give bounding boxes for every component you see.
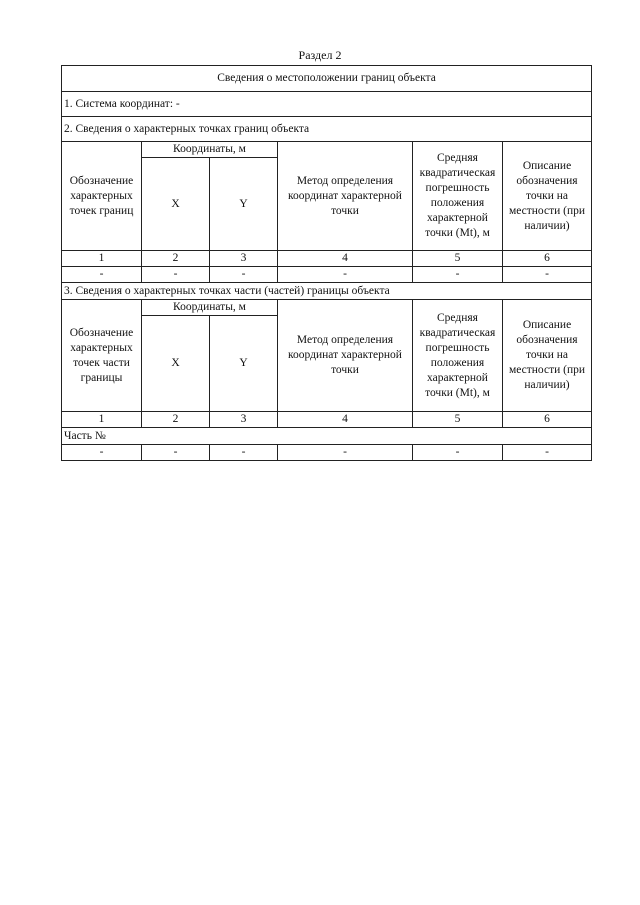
s1-cell: - <box>210 267 278 283</box>
s2-y-header: Y <box>210 316 278 412</box>
s2-col-number: 4 <box>278 412 413 428</box>
main-title: Сведения о местоположении границ объекта <box>62 66 592 92</box>
s2-col-number: 6 <box>503 412 592 428</box>
s1-error-header: Средняя квадратическая погрешность положения характерной точки (Mt), м <box>413 142 503 251</box>
s2-method-header: Метод определения координат характерной точки <box>278 300 413 412</box>
s2-error-header: Средняя квадратическая погрешность положения характерной точки (Mt), м <box>413 300 503 412</box>
s2-col-number: 1 <box>62 412 142 428</box>
s1-cell: - <box>413 267 503 283</box>
coord-system-row: 1. Система координат: - <box>62 92 592 117</box>
s1-col-number: 6 <box>503 251 592 267</box>
s2-coords-header: Координаты, м <box>142 300 278 316</box>
s1-col-number: 5 <box>413 251 503 267</box>
s2-col-number: 3 <box>210 412 278 428</box>
s1-designation-header: Обозначение характерных точек границ <box>62 142 142 251</box>
s1-x-header: X <box>142 158 210 251</box>
s2-cell: - <box>142 445 210 461</box>
s2-cell: - <box>62 445 142 461</box>
page-title: Раздел 2 <box>298 48 342 62</box>
s1-cell: - <box>278 267 413 283</box>
s1-col-number: 1 <box>62 251 142 267</box>
s2-description-header: Описание обозначения точки на местности (при наличии) <box>503 300 592 412</box>
s1-cell: - <box>142 267 210 283</box>
s2-col-number: 5 <box>413 412 503 428</box>
s2-designation-header: Обозначение характерных точек части границы <box>62 300 142 412</box>
table-row <box>62 267 592 283</box>
s1-col-number: 2 <box>142 251 210 267</box>
s2-cell: - <box>413 445 503 461</box>
s2-cell: - <box>210 445 278 461</box>
s1-y-header: Y <box>210 158 278 251</box>
section1-title: 2. Сведения о характерных точках границ объекта <box>62 117 592 142</box>
s1-coords-header: Координаты, м <box>142 142 278 158</box>
s1-cell: - <box>62 267 142 283</box>
section2-title: 3. Сведения о характерных точках части (частей) границы объекта <box>62 283 592 300</box>
s1-col-number: 3 <box>210 251 278 267</box>
boundary-table <box>61 65 592 461</box>
s1-description-header: Описание обозначения точки на местности (при наличии) <box>503 142 592 251</box>
s2-col-number: 2 <box>142 412 210 428</box>
part-label: Часть № <box>62 428 592 445</box>
s2-x-header: X <box>142 316 210 412</box>
s2-cell: - <box>503 445 592 461</box>
s1-col-number: 4 <box>278 251 413 267</box>
s1-method-header: Метод определения координат характерной точки <box>278 142 413 251</box>
s1-cell: - <box>503 267 592 283</box>
s2-cell: - <box>278 445 413 461</box>
table-row <box>62 445 592 461</box>
